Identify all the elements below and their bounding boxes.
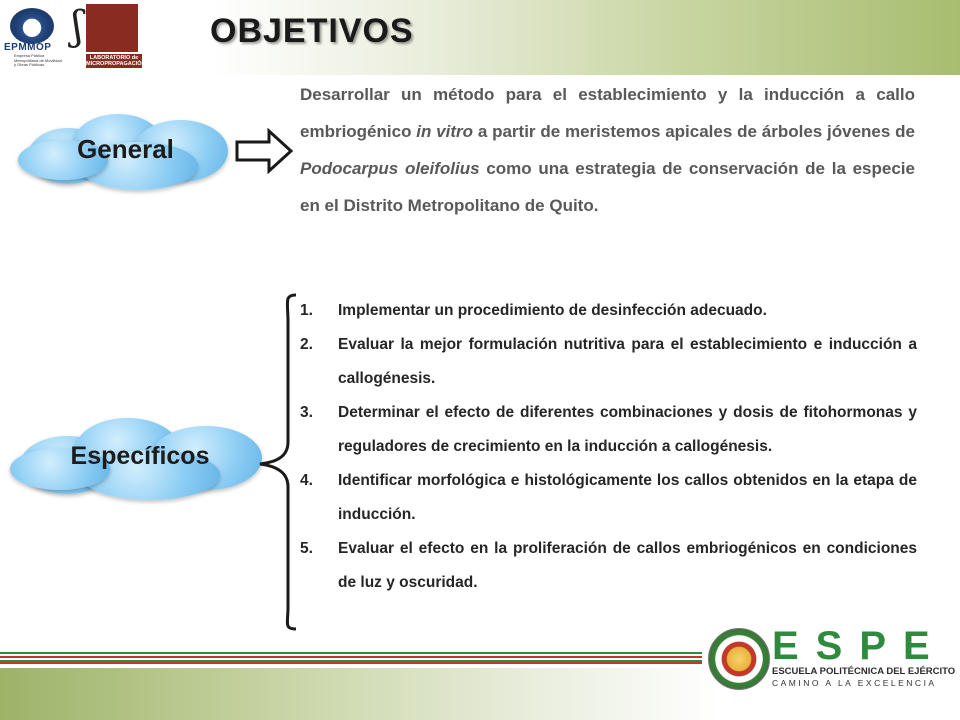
list-item: 4. Identificar morfológica e histológicamente los callos obtenidos en la etapa de inducción. <box>300 472 917 523</box>
lab-logo-block <box>86 4 138 52</box>
general-cloud <box>18 108 233 194</box>
general-label: General <box>77 134 174 164</box>
list-item: 1. Implementar un procedimiento de desinfección adecuado. <box>300 302 767 319</box>
page-title: OBJETIVOS <box>210 12 414 50</box>
epmmop-logo-subtitle: Empresa Pública Metropolitana de Movilidad y Obras Públicas <box>14 53 62 67</box>
epmmop-emblem-icon <box>10 8 54 44</box>
list-item: 5. Evaluar el efecto en la proliferación de callos embriogénicos en condiciones de luz y oscuridad. <box>300 540 917 591</box>
general-objective-text: Desarrollar un método para el establecimiento y la inducción a callo embriogénico in vitro a partir de meristemos apicales de árboles jóvenes de Podocarpus oleifolius como una estrategia de conservación de la especie en el Distrito Metropolitano de Quito. <box>300 85 915 215</box>
especificos-label: Específicos <box>70 442 210 470</box>
espe-logo-name: ESCUELA POLITÉCNICA DEL EJÉRCITO <box>772 666 956 677</box>
list-item: 2. Evaluar la mejor formulación nutritiva para el establecimiento e inducción a callogénesis. <box>300 336 917 387</box>
lab-logo-text: LABORATORIO de MICROPROPAGACIÓN <box>86 55 146 67</box>
epmmop-logo-name: EPMMOP <box>4 42 52 53</box>
epmmop-logo <box>4 4 66 70</box>
right-arrow-icon <box>235 128 295 174</box>
list-item: 3. Determinar el efecto de diferentes combinaciones y dosis de fitohormonas y reguladores de crecimiento en la inducción a callogénesis. <box>300 404 917 455</box>
especificos-cloud <box>10 412 270 504</box>
espe-seal-icon <box>708 628 770 690</box>
specific-objectives-list <box>300 294 917 600</box>
left-brace-icon <box>256 292 300 632</box>
lab-swirl-icon: ʃ <box>72 3 83 49</box>
espe-logo-motto: CAMINO A LA EXCELENCIA <box>772 678 937 688</box>
espe-logo-letters: ESPE <box>772 624 947 668</box>
footer-stripes <box>0 652 702 664</box>
laboratorio-logo <box>70 0 146 72</box>
